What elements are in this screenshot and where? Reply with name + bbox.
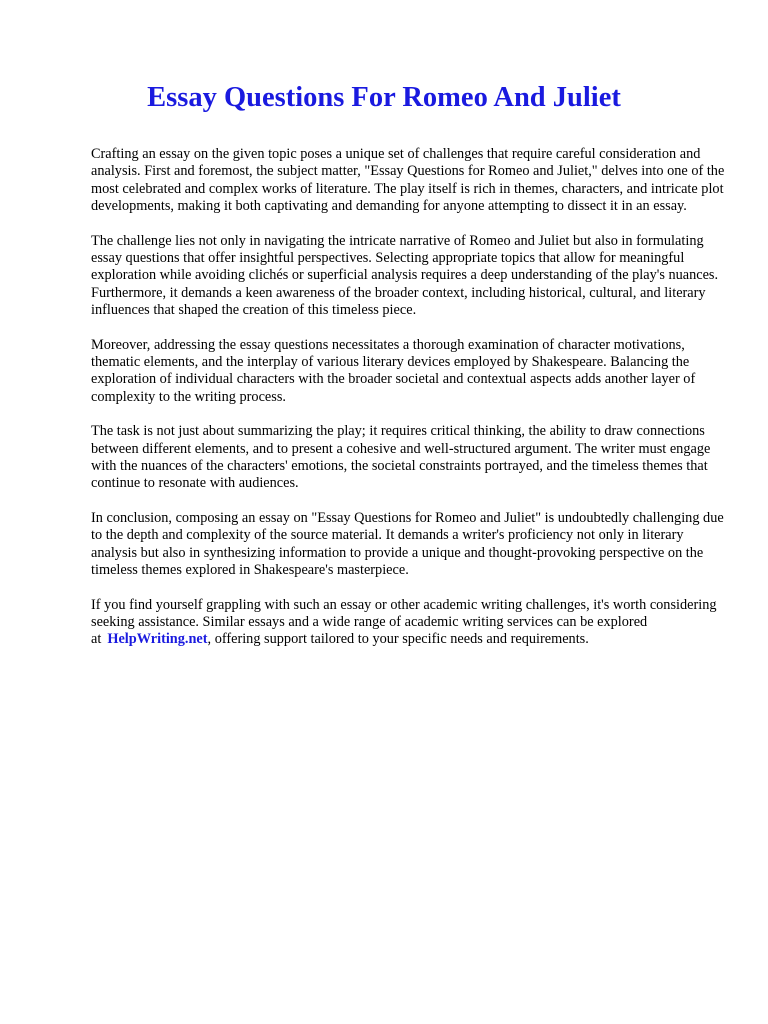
closing-text-before-link: If you find yourself grappling with such an essay or other academic writing challenges, it's worth considering seeking assistance. Similar essays and a wide range of academic writing services can be explored at xyxy=(91,596,717,648)
paragraph-intro: Crafting an essay on the given topic poses a unique set of challenges that require careful consideration and analysis. First and foremost, the subject matter, "Essay Questions for Romeo and Juliet," delves into one of the most celebrated and complex works of literature. The play itself is rich in themes, characters, and intricate plot developments, making it both captivating and demanding for anyone attempting to dissect it in an essay. xyxy=(91,146,725,214)
closing-text-after-link: , offering support tailored to your specific needs and requirements. xyxy=(207,631,589,648)
document-body xyxy=(91,146,725,666)
paragraph-moreover: Moreover, addressing the essay questions necessitates a thorough examination of character motivations, thematic elements, and the interplay of various literary devices employed by Shakespeare. Balancing the exploration of individual characters with the broader societal and contextual aspects adds another layer of complexity to the writing process. xyxy=(91,336,696,405)
paragraph-challenge: The challenge lies not only in navigating the intricate narrative of Romeo and Juliet but also in formulating essay questions that offer insightful perspectives. Selecting appropriate topics that allow for meaningful exploration while avoiding clichés or superficial analysis requires a deep understanding of the play's nuances. Furthermore, it demands a keen awareness of the broader context, including historical, cultural, and literary influences that shaped the creation of this timeless piece. xyxy=(91,232,719,318)
paragraph-conclusion: In conclusion, composing an essay on "Essay Questions for Romeo and Juliet" is undoubtedly challenging due to the depth and complexity of the source material. It demands a writer's proficiency not only in literary analysis but also in synthesizing information to provide a unique and thought-provoking perspective on the timeless themes explored in Shakespeare's masterpiece. xyxy=(91,510,724,578)
helpwriting-link[interactable]: HelpWriting.net xyxy=(107,631,208,648)
document-title: Essay Questions For Romeo And Juliet xyxy=(147,82,621,113)
paragraph-closing xyxy=(91,597,725,649)
paragraph-task: The task is not just about summarizing the play; it requires critical thinking, the ability to draw connections between different elements, and to present a cohesive and well-structured argument. The writer must engage with the nuances of the characters' emotions, the societal constraints portrayed, and the timeless themes that continue to resonate with audiences. xyxy=(91,423,711,492)
